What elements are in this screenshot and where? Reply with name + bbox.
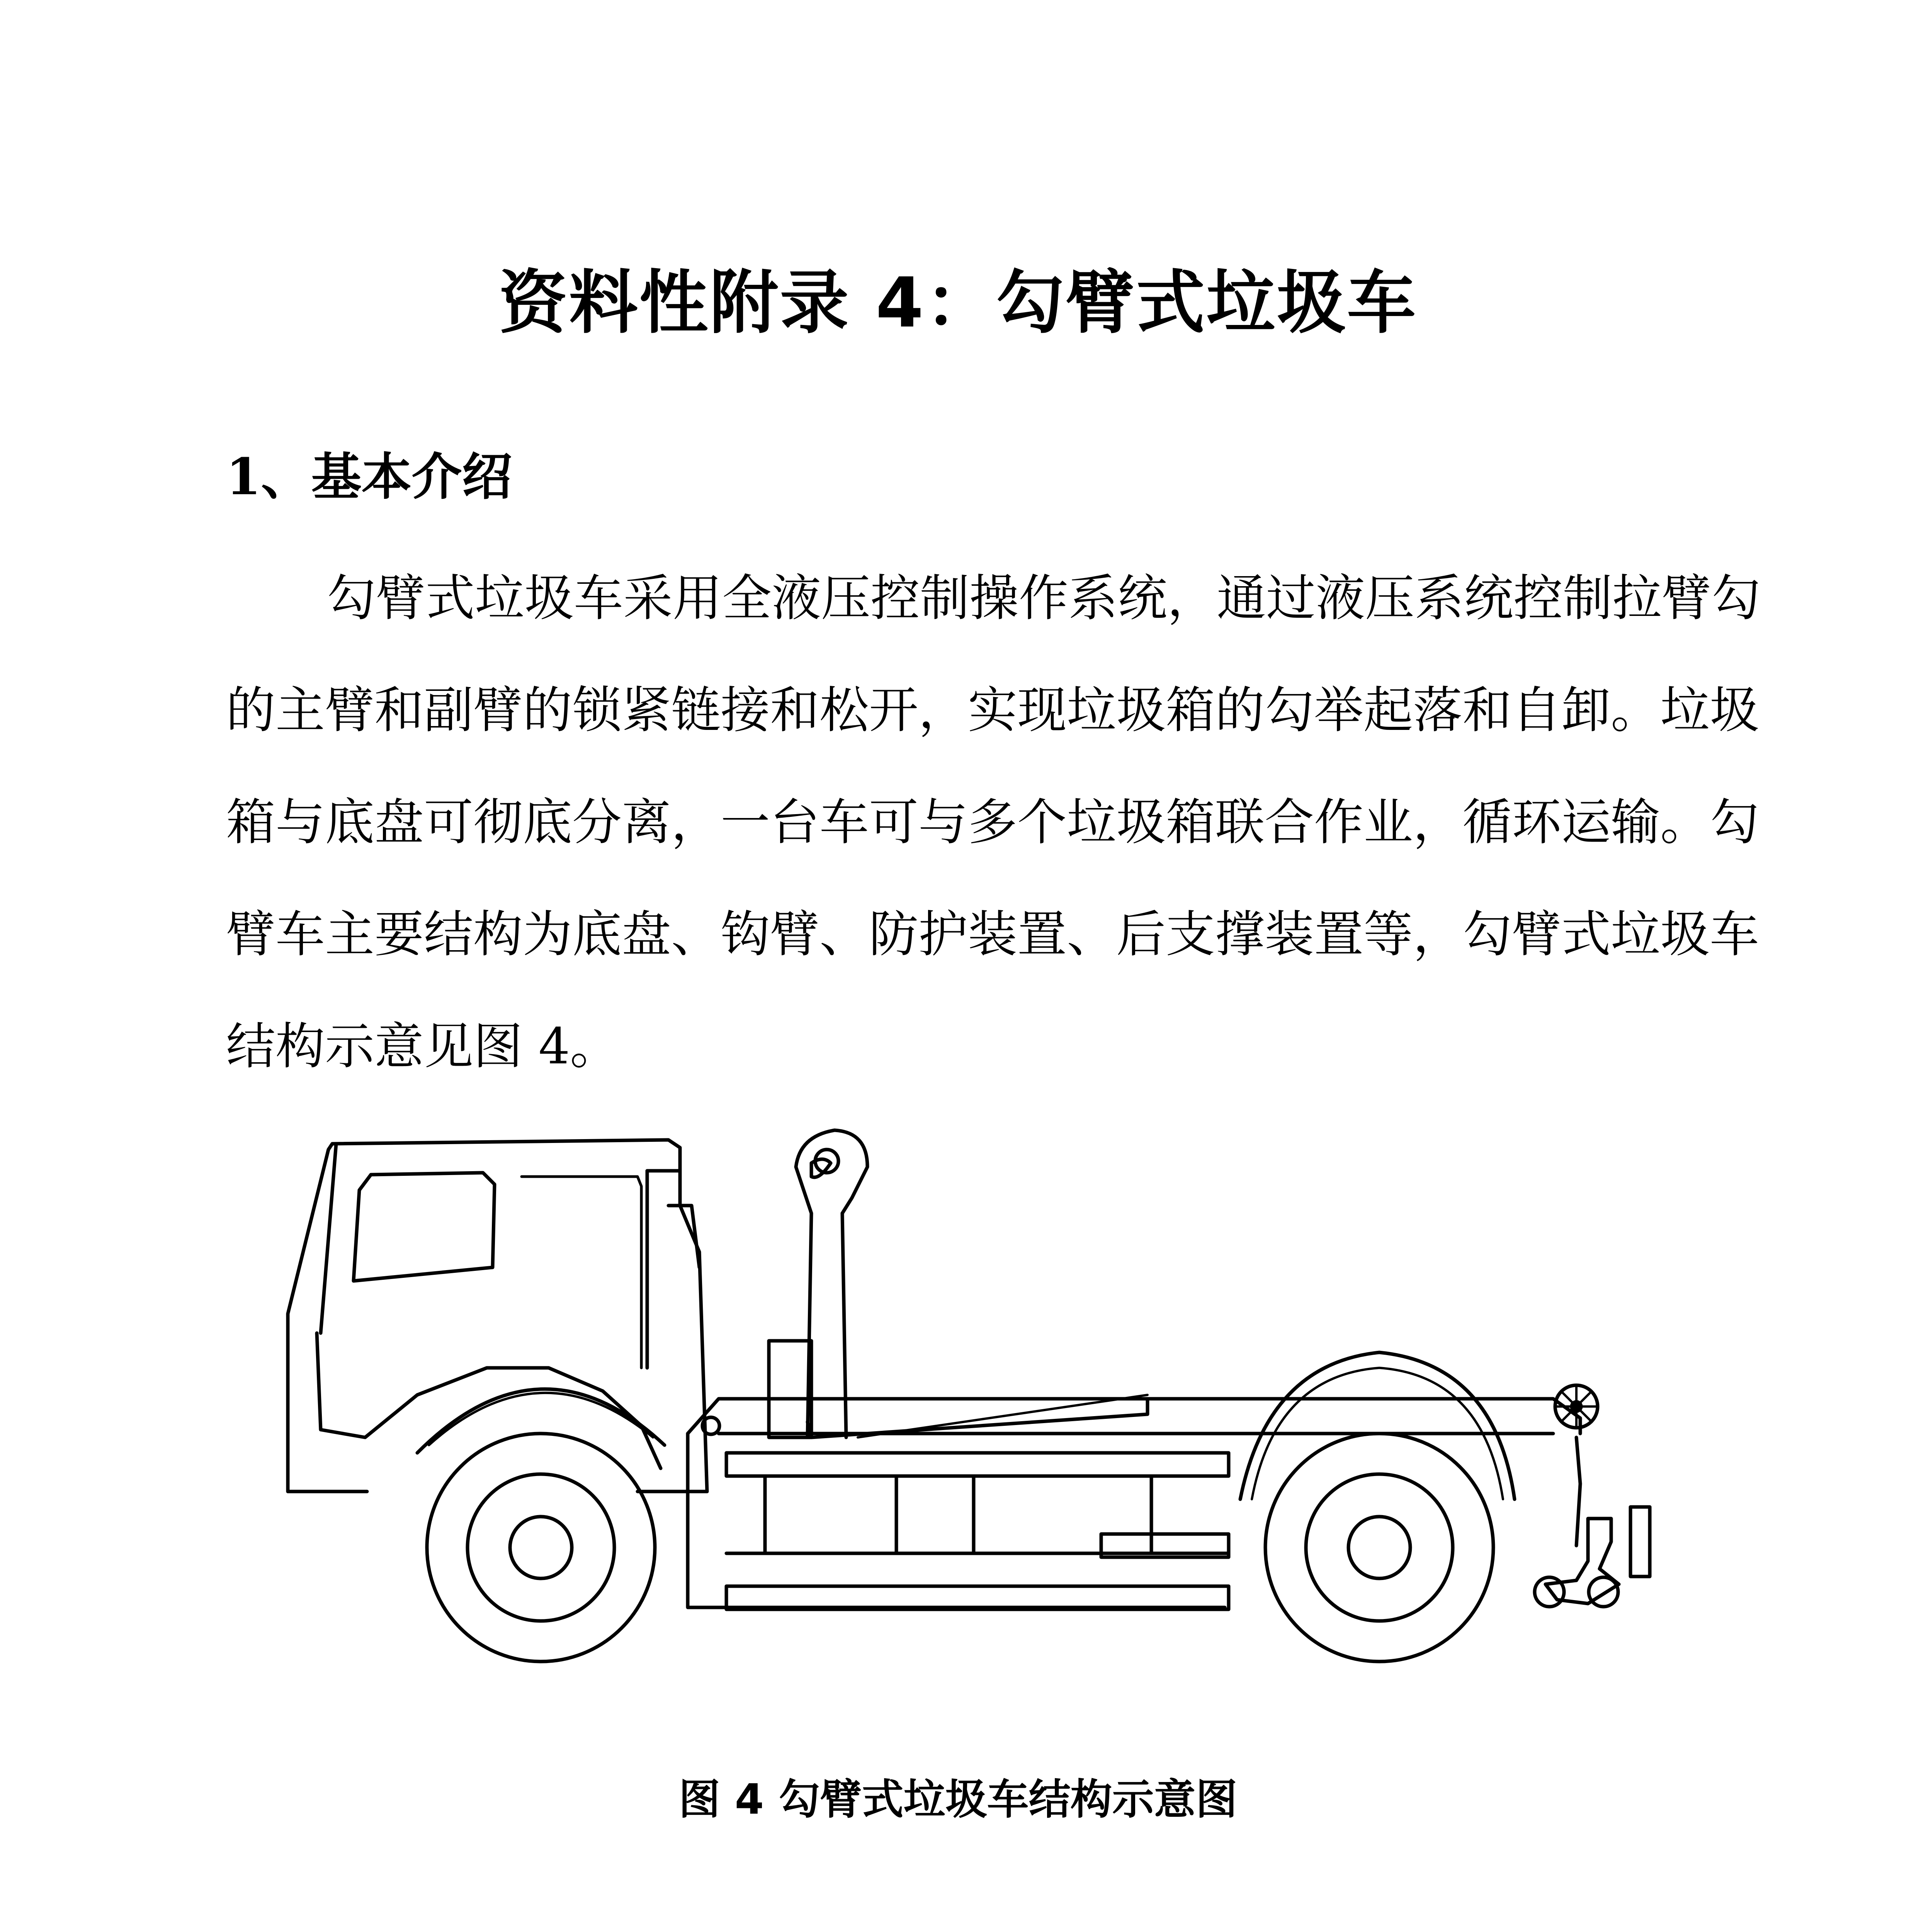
rear-light-icon [1555,1385,1598,1428]
rear-support-device [1576,1437,1580,1546]
section-1-line-3: 箱与底盘可彻底分离，一台车可与多个垃圾箱联合作业，循环运输。勾 [226,794,1760,851]
hook-arm-truck-figure [270,1097,1719,1735]
figure-caption: 图 4 勾臂式垃圾车结构示意图 [678,1776,1238,1824]
section-1-line-5: 结构示意见图 4。 [226,1018,620,1075]
front-wheel [427,1434,655,1662]
cab-window [354,1173,495,1281]
page-title: 资料性附录 4：勾臂式垃圾车 [498,263,1418,343]
section-1-line-1: 勾臂式垃圾车采用全液压控制操作系统，通过液压系统控制拉臂勾 [326,570,1761,627]
section-1-line-4: 臂车主要结构为底盘、钩臂、防护装置、后支撑装置等，勾臂式垃圾车 [226,906,1760,963]
section-1-heading: 1、基本介绍 [226,447,512,506]
section-1-line-2: 的主臂和副臂的锁紧链接和松开，实现垃圾箱的勾举起落和自卸。垃圾 [226,682,1760,739]
truck-cab [288,1140,707,1492]
hook-arm-column [808,1213,846,1437]
rear-wheel [1265,1434,1493,1662]
